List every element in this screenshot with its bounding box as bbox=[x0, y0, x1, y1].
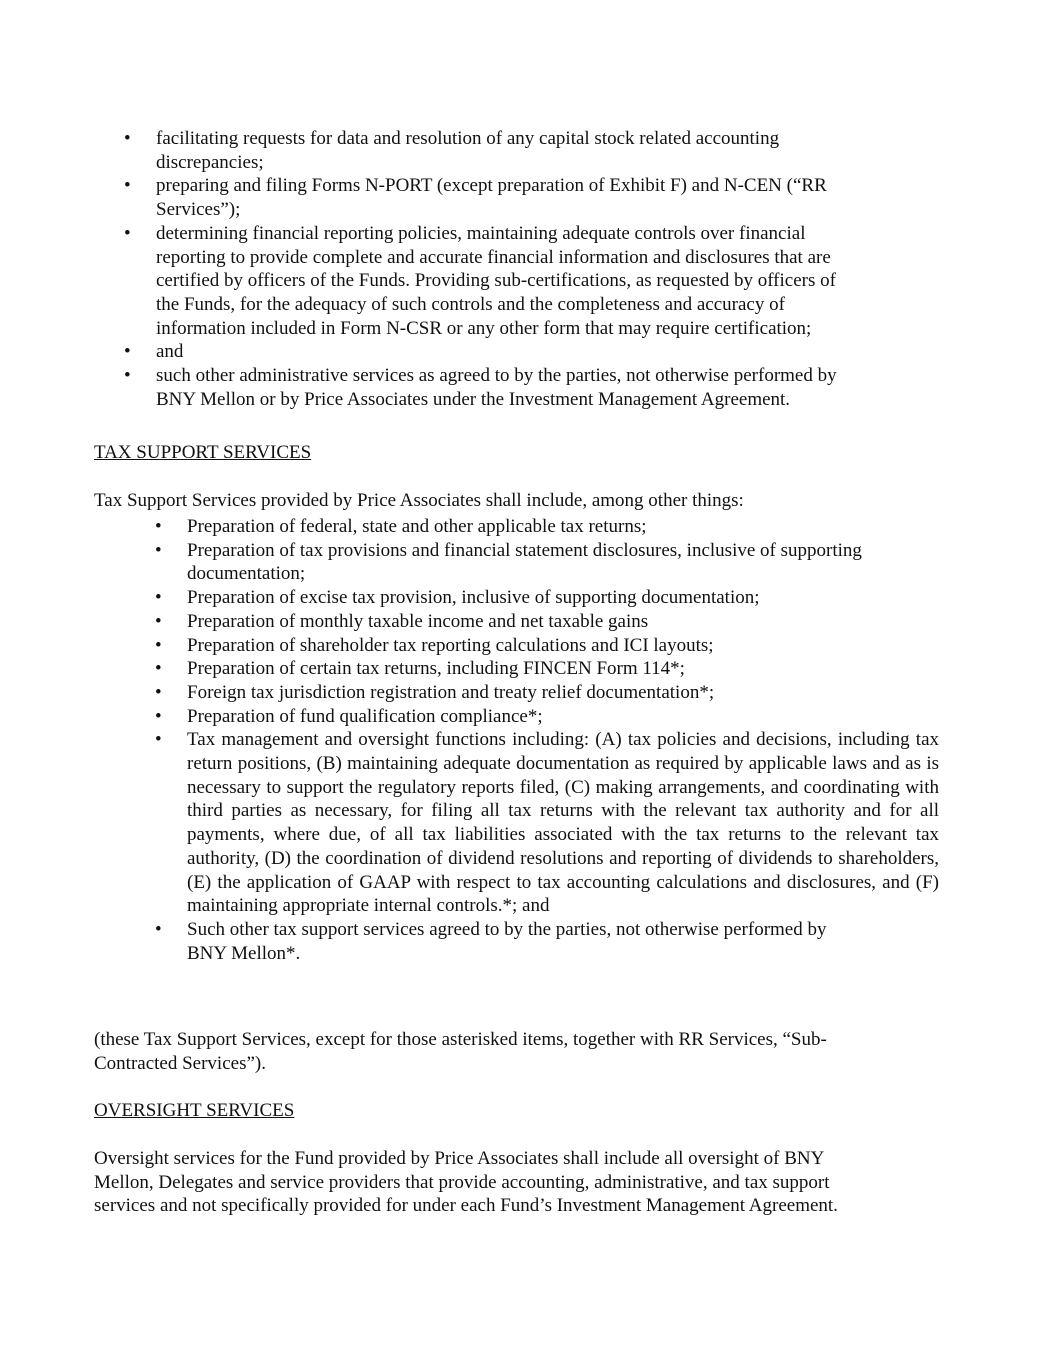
list-item-text bbox=[187, 586, 939, 610]
tax-support-heading: TAX SUPPORT SERVICES bbox=[94, 442, 312, 463]
list-item-text bbox=[187, 515, 939, 539]
list-item bbox=[94, 586, 939, 610]
text-line: certified by officers of the Funds. Providing sub-certifications, as requested by officers of bbox=[156, 270, 836, 292]
text-line: BNY Mellon or by Price Associates under the Investment Management Agreement. bbox=[156, 388, 791, 410]
text-line: Foreign tax jurisdiction registration and treaty relief documentation*; bbox=[187, 681, 715, 703]
bullet-icon: • bbox=[124, 175, 131, 197]
text-line: GAAP with respect to tax accounting calculations and disclosures, and (F) maintaining bbox=[187, 871, 940, 917]
list-item bbox=[94, 918, 939, 965]
list-item-text bbox=[156, 222, 914, 341]
text-line: preparing and filing Forms N-PORT (except preparation of Exhibit F) and N-CEN (“RR bbox=[156, 175, 827, 197]
list-item-text bbox=[156, 127, 914, 174]
text-line: associated with the tax returns to the relevant tax authority, (D) the coordination of bbox=[187, 824, 939, 869]
text-line: applicable laws and as is necessary to support the regulatory reports filed, (C) making bbox=[187, 753, 939, 798]
list-item-text bbox=[156, 364, 914, 411]
text-line: Preparation of tax provisions and financial statement disclosures, inclusive of supporting bbox=[187, 539, 862, 561]
text-line: Oversight services for the Fund provided by Price Associates shall include all oversight of BNY bbox=[94, 1148, 825, 1169]
text-line: documentation; bbox=[187, 563, 306, 585]
bullet-icon: • bbox=[155, 729, 162, 751]
list-item bbox=[94, 728, 939, 918]
text-line: Mellon, Delegates and service providers that provide accounting, administrative, and tax support bbox=[94, 1171, 830, 1193]
list-item bbox=[94, 222, 914, 341]
text-line: Preparation of federal, state and other applicable tax returns; bbox=[187, 516, 647, 537]
oversight-heading: OVERSIGHT SERVICES bbox=[94, 1100, 295, 1121]
text-line: appropriate internal controls.*; and bbox=[282, 895, 550, 917]
bullet-icon: • bbox=[124, 341, 131, 363]
list-item bbox=[94, 705, 939, 729]
text-line: BNY Mellon*. bbox=[187, 942, 301, 964]
bullet-icon: • bbox=[124, 222, 131, 244]
text-line: information included in Form N-CSR or any other form that may require certification; bbox=[156, 317, 812, 339]
text-line: (these Tax Support Services, except for those asterisked items, together with RR Services, “Sub- bbox=[94, 1029, 827, 1050]
bullet-icon: • bbox=[155, 587, 162, 609]
text-line: reporting to provide complete and accurate financial information and disclosures that are bbox=[156, 246, 831, 268]
text-line: determining financial reporting policies, maintaining adequate controls over financial bbox=[156, 222, 806, 244]
list-item-text bbox=[187, 634, 939, 658]
list-item-text bbox=[187, 539, 939, 586]
bullet-icon: • bbox=[155, 918, 162, 940]
tax-support-intro: Tax Support Services provided by Price Associates shall include, among other things: bbox=[94, 490, 744, 511]
list-item bbox=[94, 364, 914, 411]
bullet-icon: • bbox=[155, 539, 162, 561]
list-item bbox=[94, 340, 914, 364]
list-item-text bbox=[187, 657, 939, 681]
list-item bbox=[94, 515, 939, 539]
text-line: such other administrative services as agreed to by the parties, not otherwise performed by bbox=[156, 365, 837, 387]
list-item-text bbox=[156, 340, 914, 364]
list-item-text bbox=[156, 174, 914, 221]
bullet-icon: • bbox=[155, 516, 162, 537]
list-item bbox=[94, 657, 939, 681]
list-item-text bbox=[187, 681, 939, 705]
text-line: Contracted Services”). bbox=[94, 1052, 266, 1074]
bullet-icon: • bbox=[155, 681, 162, 703]
list-item bbox=[94, 539, 939, 586]
text-line: dividend resolutions and reporting of dividends to shareholders, (E) the application of bbox=[187, 847, 940, 893]
text-line: arrangements, and coordinating with third parties as necessary, for filing all tax returns bbox=[187, 776, 939, 822]
text-line: including tax return positions, (B) maintaining adequate documentation as required by bbox=[187, 729, 939, 775]
text-line: Preparation of shareholder tax reporting calculations and ICI layouts; bbox=[187, 634, 714, 656]
administrative-services-list bbox=[94, 127, 914, 411]
list-item-text bbox=[187, 918, 939, 965]
bullet-icon: • bbox=[155, 610, 162, 632]
text-line: Preparation of excise tax provision, inclusive of supporting documentation; bbox=[187, 587, 760, 609]
text-line: services and not specifically provided for under each Fund’s Investment Management Agreement. bbox=[94, 1195, 838, 1217]
list-item-text bbox=[187, 610, 939, 634]
list-item-text bbox=[187, 728, 939, 918]
bullet-icon: • bbox=[124, 128, 131, 149]
bullet-icon: • bbox=[155, 705, 162, 727]
bullet-icon: • bbox=[124, 365, 131, 387]
text-line: the Funds, for the adequacy of such controls and the completeness and accuracy of bbox=[156, 293, 785, 315]
text-line: Such other tax support services agreed to by the parties, not otherwise performed by bbox=[187, 918, 827, 940]
text-line: Services”); bbox=[156, 199, 241, 221]
bullet-icon: • bbox=[155, 634, 162, 656]
list-item bbox=[94, 681, 939, 705]
text-line: and bbox=[156, 341, 184, 363]
list-item bbox=[94, 610, 939, 634]
list-item bbox=[94, 174, 914, 221]
text-line: Preparation of monthly taxable income and net taxable gains bbox=[187, 610, 649, 632]
text-line: Preparation of fund qualification compliance*; bbox=[187, 705, 543, 727]
text-line: facilitating requests for data and resolution of any capital stock related accounting bbox=[156, 128, 780, 149]
bullet-icon: • bbox=[155, 658, 162, 680]
text-line: discrepancies; bbox=[156, 151, 264, 173]
oversight-paragraph bbox=[94, 1147, 934, 1218]
list-item bbox=[94, 634, 939, 658]
tax-support-list bbox=[94, 515, 939, 965]
list-item bbox=[94, 127, 914, 174]
text-line: with the relevant tax authority and for all payments, where due, of all tax liabilities bbox=[187, 800, 939, 846]
tax-support-closing-paragraph bbox=[94, 1028, 934, 1075]
text-line: Tax management and oversight functions including: (A) tax policies and decisions, bbox=[187, 729, 832, 751]
text-line: Preparation of certain tax returns, including FINCEN Form 114*; bbox=[187, 658, 685, 680]
list-item-text bbox=[187, 705, 939, 729]
